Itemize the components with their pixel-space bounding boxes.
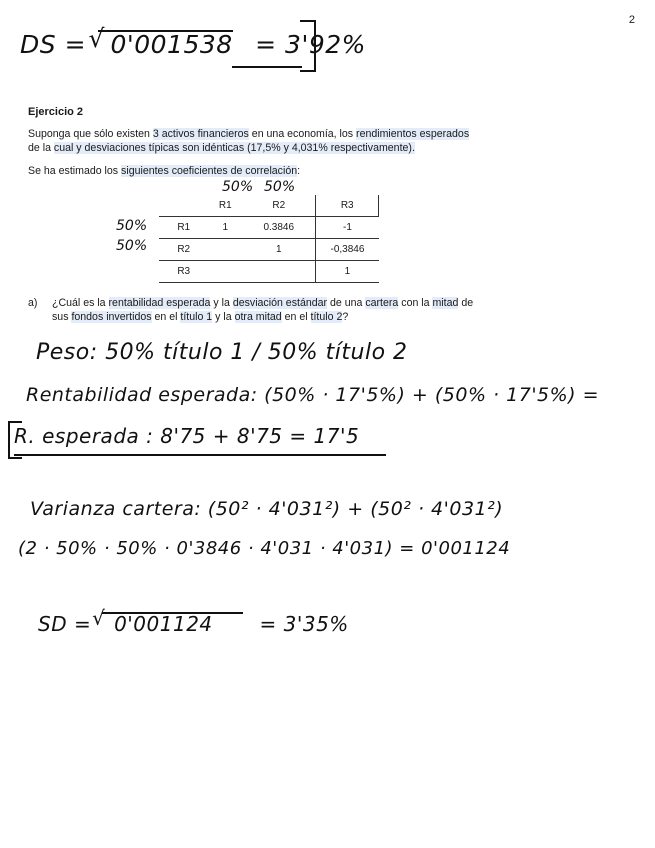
correlation-table [159, 195, 379, 283]
table-header-row [159, 195, 379, 217]
ds-result: = 3'92% [255, 30, 366, 59]
ds-radicand: √ 0'001538 [98, 30, 232, 58]
row-label: R2 [159, 239, 208, 261]
weight-top-r1: 50% [222, 179, 254, 195]
table-row [159, 239, 379, 261]
ds-result-underline [232, 66, 302, 68]
page-number: 2 [628, 14, 635, 26]
cell: 0.3846 [242, 217, 316, 239]
header-r2: R2 [242, 195, 316, 217]
r-esperada-result-underline [14, 454, 386, 456]
sd-result: = 3'35% [259, 612, 349, 636]
handwritten-sd [38, 612, 349, 636]
ds-result-bracket [300, 20, 316, 72]
cell [242, 261, 316, 283]
question-a-text: ¿Cuál es la rentabilidad esperada y la desviación estándar de una cartera con la mitad de sus fondos invertidos en el título 1 y la otra mitad en el título 2? [52, 297, 474, 323]
cell: 1 [242, 239, 316, 261]
cell: 1 [208, 217, 242, 239]
table-row [159, 261, 379, 283]
weight-side-r2: 50% [116, 238, 148, 254]
weight-top-r2: 50% [264, 179, 296, 195]
question-a-marker: a) [28, 297, 38, 309]
cell: -0,3846 [316, 239, 379, 261]
ds-label: DS = [20, 30, 87, 59]
exercise-title: Ejercicio 2 [28, 106, 84, 118]
row-label: R3 [159, 261, 208, 283]
header-empty [159, 195, 208, 217]
handwritten-covarianza: (2 · 50% · 50% · 0'3846 · 4'031 · 4'031) = 0'001124 [18, 538, 511, 559]
header-r1: R1 [208, 195, 242, 217]
cell [208, 239, 242, 261]
cell [208, 261, 242, 283]
cell: -1 [316, 217, 379, 239]
handwritten-varianza: Varianza cartera: (50² · 4'031²) + (50² · 4'031²) [30, 498, 504, 520]
handwritten-peso: Peso: 50% título 1 / 50% título 2 [36, 340, 408, 365]
row-label: R1 [159, 217, 208, 239]
handwritten-rentabilidad: Rentabilidad esperada: (50% · 17'5%) + (50% · 17'5%) = [26, 384, 600, 406]
estimated-correlations-text: Se ha estimado los siguientes coeficientes de correlación: [28, 165, 301, 177]
weight-side-r1: 50% [116, 218, 148, 234]
header-r3: R3 [316, 195, 379, 217]
handwritten-r-esperada: R. esperada : 8'75 + 8'75 = 17'5 [14, 424, 360, 448]
table-row [159, 217, 379, 239]
exercise-intro: Suponga que sólo existen 3 activos financieros en una economía, los rendimientos esperados de la cual y desviaciones típicas son idénticas (17,5% y 4,031% respectivamente). [28, 128, 470, 154]
sd-radicand: √ 0'001124 [102, 612, 243, 635]
sd-label: SD = [38, 612, 92, 636]
cell: 1 [316, 261, 379, 283]
